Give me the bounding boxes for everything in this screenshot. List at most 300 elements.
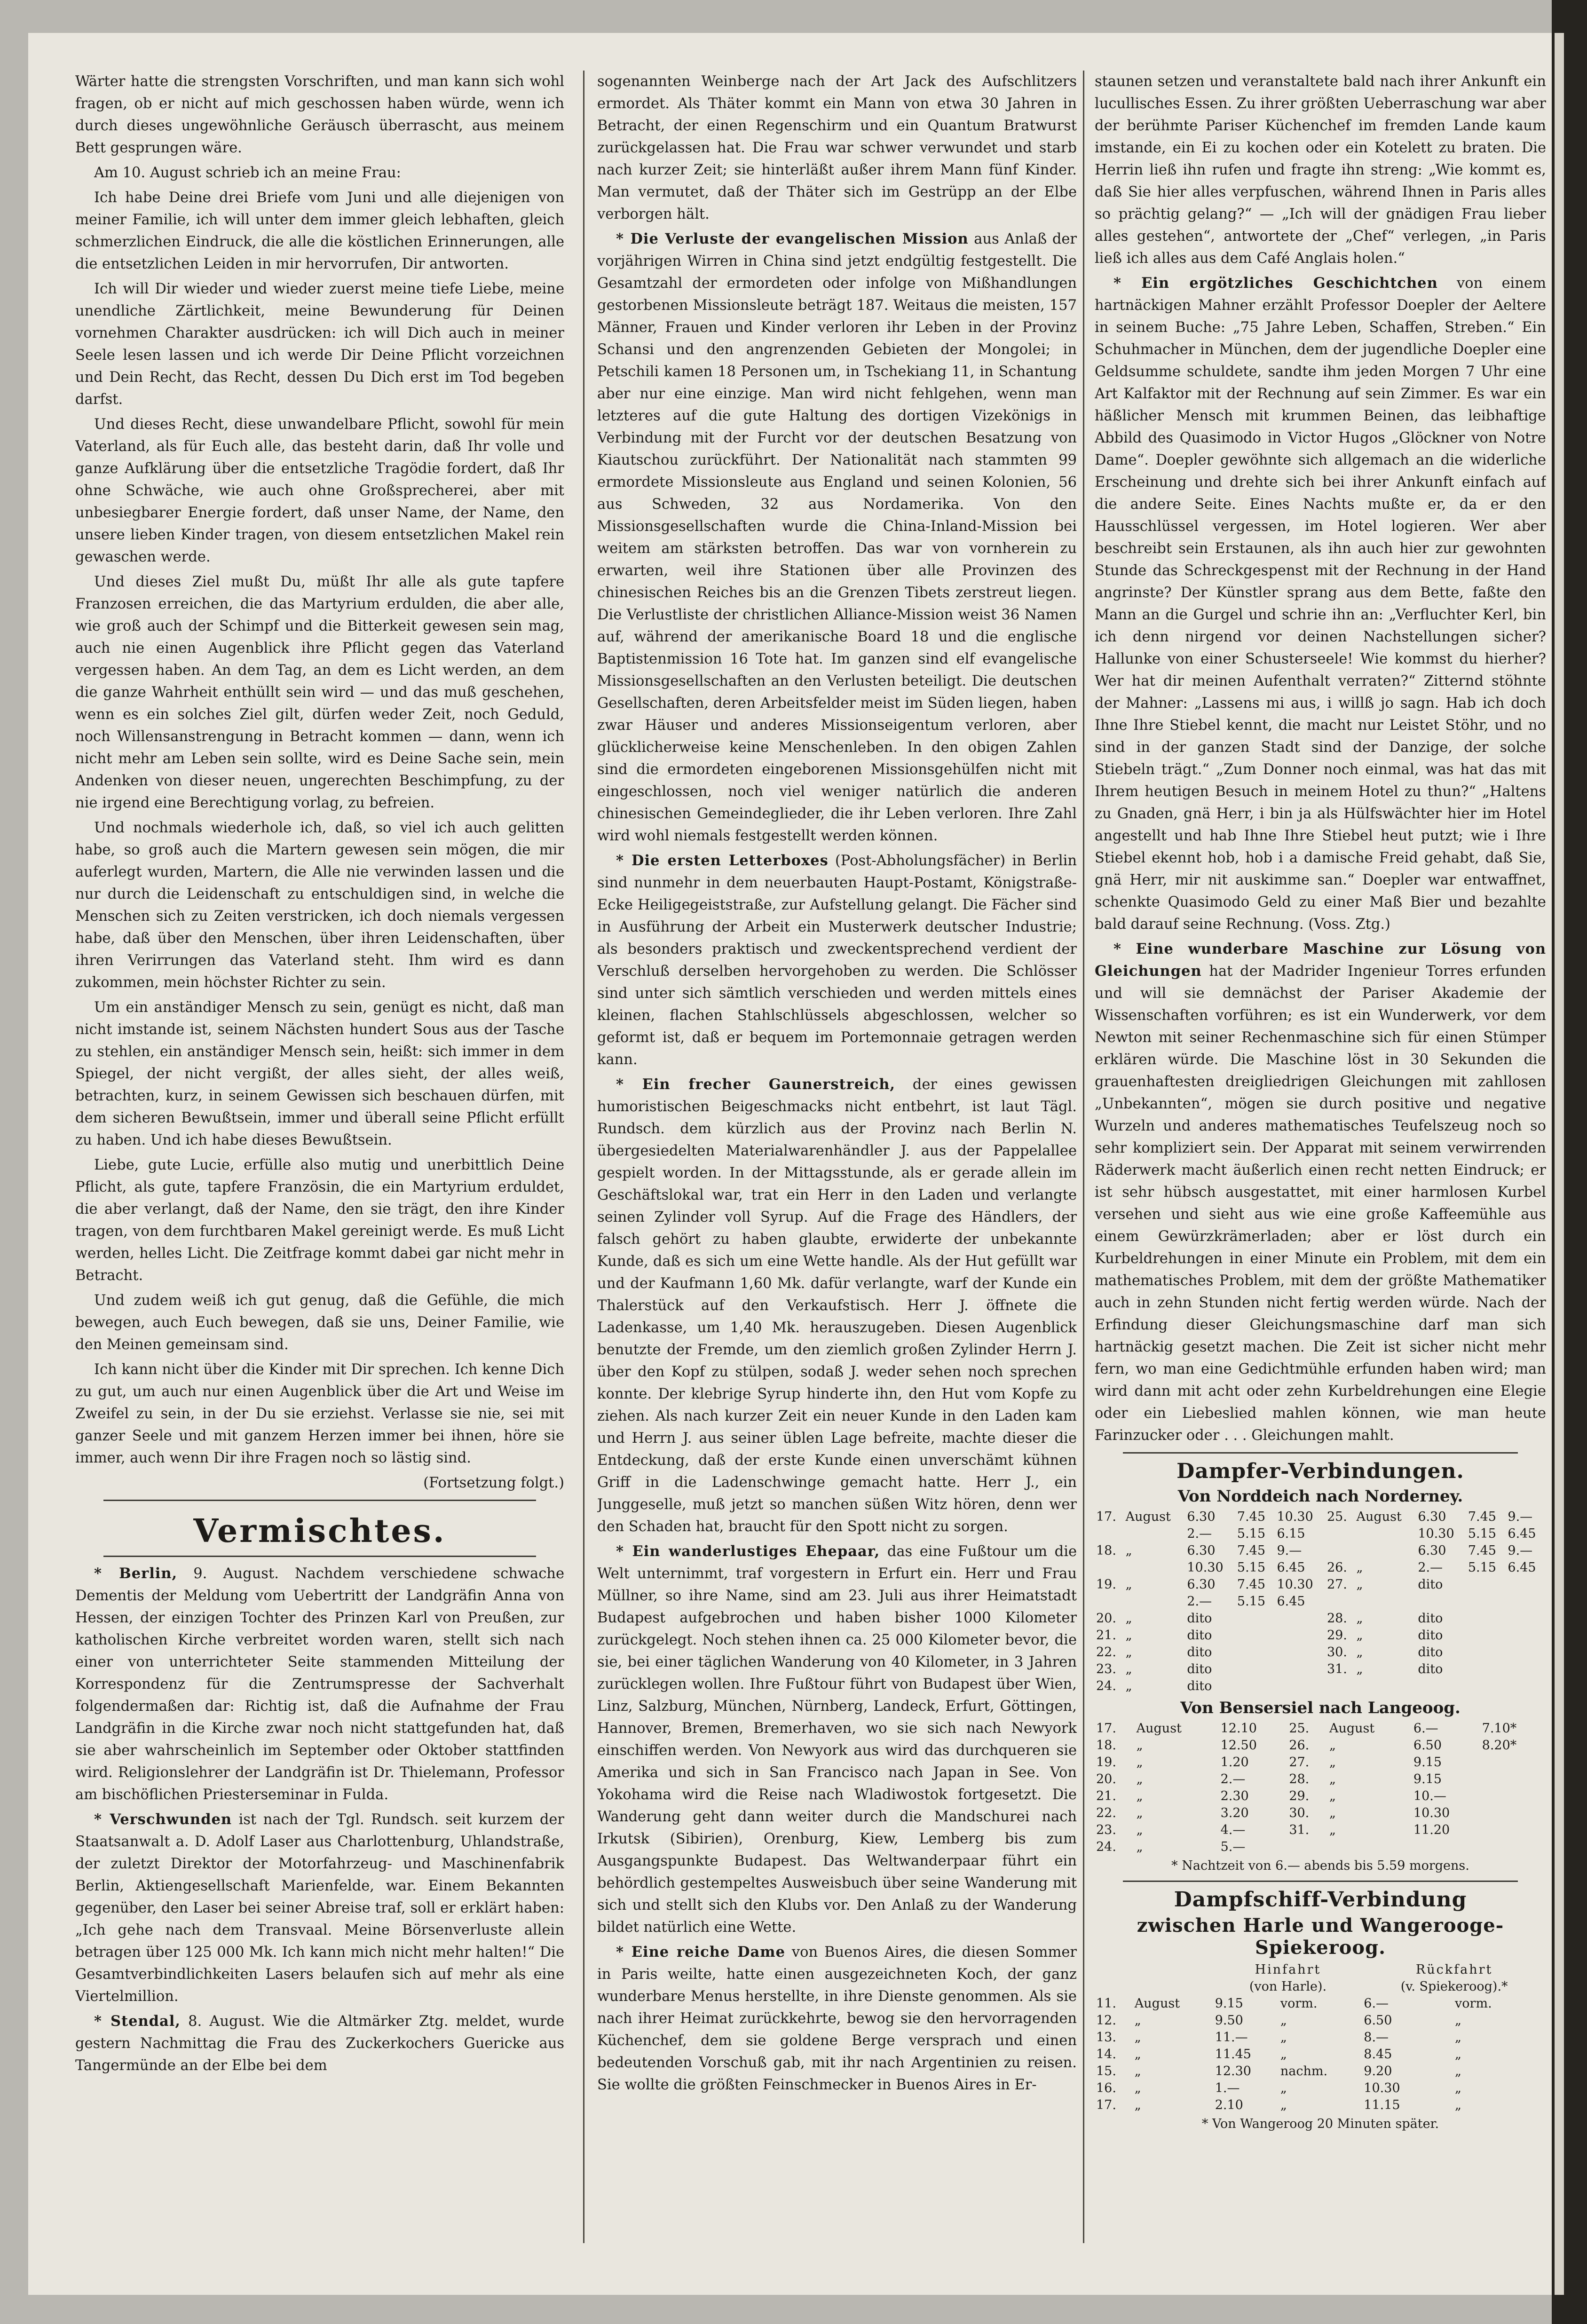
table-cell: „ (1329, 1789, 1336, 1803)
table-cell: „ (1125, 1645, 1132, 1660)
table-cell: „ (1136, 1789, 1143, 1803)
column-3 (1095, 71, 1546, 2139)
table-cell: 8.45 (1364, 2047, 1392, 2062)
news-item (75, 2010, 564, 2077)
table-cell (1506, 1593, 1546, 1610)
timetable-norderney (1095, 1509, 1546, 1695)
table-cell: „ (1125, 1679, 1132, 1693)
table-row (1095, 1661, 1546, 1678)
column-1 (75, 71, 564, 2079)
table-cell: „ (1356, 1577, 1363, 1592)
table-cell (1416, 1678, 1467, 1695)
table-cell: 24. (1096, 1679, 1116, 1693)
table-header-row (1095, 1961, 1546, 1978)
table-cell: 22. (1096, 1645, 1116, 1660)
table-row (1095, 1526, 1546, 1542)
item-heading: * Berlin, (94, 1565, 178, 1582)
table-cell: 2.— (1187, 1594, 1212, 1609)
table-cell: 12.10 (1220, 1721, 1257, 1736)
timetable-langeoog (1095, 1720, 1546, 1856)
table-cell: 7.45 (1468, 1543, 1496, 1558)
table-cell (1355, 1542, 1417, 1559)
column-rule (1083, 71, 1084, 2243)
table-cell: 10.30 (1413, 1806, 1450, 1820)
table-cell (1124, 1559, 1186, 1576)
table-cell: „ (1125, 1662, 1132, 1676)
table-row (1095, 1720, 1546, 1737)
table-cell (1467, 1644, 1507, 1661)
table-cell: nachm. (1280, 2064, 1328, 2079)
table-cell (1355, 1593, 1417, 1610)
table-cell: 20. (1096, 1772, 1116, 1786)
table-cell: 21. (1096, 1789, 1116, 1803)
column-header: Hinfahrt (1255, 1962, 1321, 1977)
table-cell: „ (1134, 2098, 1141, 2112)
table-cell: „ (1280, 2030, 1287, 2045)
table-cell (1095, 1559, 1124, 1576)
table-cell: „ (1455, 2081, 1462, 2095)
table-cell (1275, 1627, 1326, 1644)
table-cell (1287, 1839, 1328, 1856)
table-cell: „ (1280, 2013, 1287, 2028)
table-cell: 11.— (1215, 2030, 1248, 2045)
table-cell: 6.30 (1187, 1543, 1216, 1558)
table-cell: 29. (1326, 1628, 1347, 1643)
table-cell: „ (1136, 1772, 1143, 1786)
table-cell (1481, 1771, 1546, 1788)
table-cell (1506, 1661, 1546, 1678)
table-cell (1236, 1644, 1276, 1661)
table-cell: 2.— (1220, 1772, 1246, 1786)
table-row (1095, 2046, 1546, 2063)
item-heading: * Ein wanderlustiges Ehepaar, (616, 1543, 880, 1560)
table-cell: „ (1125, 1611, 1132, 1626)
table-cell: „ (1136, 1738, 1143, 1753)
table-cell: 15. (1096, 2064, 1116, 2079)
table-cell: 6.30 (1187, 1510, 1216, 1524)
table-cell: 21. (1096, 1628, 1116, 1643)
table-cell: 10.30 (1277, 1510, 1313, 1524)
table-cell: 11.15 (1364, 2098, 1400, 2112)
table-row (1095, 1822, 1546, 1839)
table-cell (1506, 1678, 1546, 1695)
column-2 (597, 71, 1077, 2099)
table-row (1095, 1593, 1546, 1610)
paragraph: Ich habe Deine drei Briefe vom Juni und alle diejenigen von meiner Familie, ich will unter dem immer gleich lebhaften, gleich schmerzlichen Eindruck, die alle die köstlichen Erinnerungen, alle die entsetzlichen Leiden in mir hervorrufen, Dir antworten. (75, 190, 564, 272)
item-text: aus Anlaß der vorjährigen Wirren in China sind jetzt endgültig festgestellt. Die Gesamtzahl der ermordeten oder infolge von Mißhandlungen gestorbenen Missionsleute beträgt 187. Weitaus die meisten, 157 Männer, Frauen und Kinder verloren ihr Leben in der Provinz Schansi und den angrenzenden Gebieten der Mongolei; in Petschili kamen 18 Personen um, in Tschekiang 11, in Schantung aber nur eine einzige. Man wird nicht fehlgehen, wenn man letzteres auf die gute Haltung des dortigen Vizekönigs in Verbindung mit der Furcht vor der deutschen Besatzung von Kiautschou zurückführt. Der Nationalität nach stammten 99 ermordete Missionsleute aus England und seinen Kolonien, 56 aus Schweden, 32 aus Nordamerika. Von den Missionsgesellschaften wurde die China-Inland-Mission bei weitem am stärksten betroffen. Das war von vornherein zu erwarten, weil ihre Stationen über alle Provinzen des chinesischen Reiches bis an die Grenzen Tibets zerstreut liegen. Die Verlustliste der christlichen Alliance-Mission weist 36 Namen auf, während der amerikanische Board 18 und die englische Baptistenmission 16 Tote hat. Im ganzen sind elf evangelische Missionsgesellschaften an den Verlusten beteiligt. Die deutschen Gesellschaften, deren Arbeitsfelder meist im Süden liegen, haben zwar Häuser und anderes Missionseigentum verloren, aber glücklicherweise keine Menschenleben. In den obigen Zahlen sind die ermordeten eingeborenen Missionsgehülfen nicht mit eingeschlossen, noch viel weniger natürlich die anderen chinesischen Gemeindeglieder, die ihr Leben verloren. Ihre Zahl wird wohl niemals festgestellt werden können. (597, 231, 1077, 844)
table-cell (1236, 1678, 1276, 1695)
table-cell: 5.— (1220, 1840, 1246, 1854)
paragraph: Und nochmals wiederhole ich, daß, so viel ich auch gelitten habe, so groß auch die Martern gewesen sein mögen, die mir auferlegt wurden, Martern, die Alle nie verwinden lassen und die nur durch die Leidenschaft zu entschuldigen sind, in welche die Menschen sich zu Zeiten verstricken, ich doch niemals vergessen habe, daß über den Menschen, über ihren Leidenschaften, über ihren Verirrungen das Vaterland steht. Ihm wird es dann zukommen, mein höchster Richter zu sein. (75, 820, 564, 991)
table-cell: 6.30 (1187, 1577, 1216, 1592)
table-cell (1236, 1627, 1276, 1644)
table-cell: „ (1455, 2098, 1462, 2112)
table-row (1095, 1754, 1546, 1771)
item-text: von Buenos Aires, die diesen Sommer in Paris weilte, hatte einen ausgezeichneten Koch, der ganz wunderbare Menus herstellte, in ihre Dienste genommen. Als sie nach ihrer Heimat zurückkehrte, bewog sie den hervorragenden Küchenchef, dem sie goldene Berge versprach und einen bedeutenden Vorschuß gab, mit ihr nach Argentinien zu reisen. Sie wollte die größten Feinschmecker in Buenos Aires in Er- (597, 1944, 1077, 2093)
table-cell (1481, 1839, 1546, 1856)
item-text: sogenannten Weinberge nach der Art Jack des Aufschlitzers ermordet. Als Thäter kommt ein Mann von etwa 30 Jahren in Betracht, der einen Regenschirm und ein Quantum Bratwurst zurückgelassen hat. Die Frau war schwer verwundet und starb nach kurzer Zeit; sie hinterläßt außer ihrem Mann fünf Kinder. Man vermutet, daß der Thäter sich im Gestrüpp an der Elbe verborgen hält. (597, 73, 1077, 222)
table-row (1095, 1839, 1546, 1856)
paragraph: Am 10. August schrieb ich an meine Frau: (94, 165, 401, 181)
table-cell: „ (1329, 1806, 1336, 1820)
table-cell: 2.— (1187, 1526, 1212, 1541)
table-header-row (1095, 1978, 1546, 1995)
table-cell: 5.15 (1237, 1560, 1266, 1575)
table-cell: vorm. (1280, 1996, 1318, 2011)
table-cell (1506, 1627, 1546, 1644)
table-cell (1506, 1610, 1546, 1627)
table-cell: 9.— (1277, 1543, 1302, 1558)
table-cell (1467, 1610, 1507, 1627)
table-cell: 28. (1289, 1772, 1310, 1786)
divider (1123, 1452, 1518, 1454)
item-heading: * Die ersten Letterboxes (616, 852, 829, 869)
table-row (1095, 2029, 1546, 2046)
paragraph: Und dieses Ziel mußt Du, müßt Ihr alle als gute tapfere Franzosen erreichen, die das Martyrium erdulden, die aber alle, wie groß auch der Schimpf und die Bitterkeit gewesen sein mag, auch nie einen Augenblick ihre Pflicht gegen das Vaterland vergessen haben. An dem Tag, an dem es Licht werden, an dem die ganze Wahrheit enthüllt sein wird — und das muß geschehen, wenn es ein solches Ziel gilt, dürfen weder Zeit, noch Geduld, noch Willensanstrengung in Betracht kommen — dann, wenn ich nicht mehr am Leben sein sollte, wird es Deine Sache sein, mein Andenken von dieser neuen, ungerechten Beschimpfung, zu der nie irgend eine Berechtigung vorlag, zu befreien. (75, 574, 564, 811)
table-cell (1467, 1627, 1507, 1644)
table-cell: 18. (1096, 1543, 1116, 1558)
table-cell: „ (1356, 1645, 1363, 1660)
news-item (1095, 71, 1546, 269)
table-cell (1467, 1576, 1507, 1593)
paragraph: Und dieses Recht, diese unwandelbare Pflicht, sowohl für mein Vaterland, als für Euch alle, das besteht darin, daß Ihr volle und ganze Aufklärung über die entsetzliche Tragödie fordert, daß Ihr ohne Schwäche, wie auch ohne Großsprecherei, aber mit unbesiegbarer Energie fordert, daß unser Name, der Name, den unsere lieben Kinder tragen, von diesem entsetzlichen Makel rein gewaschen werde. (75, 416, 564, 565)
table-cell: August (1125, 1510, 1171, 1524)
item-heading: * Eine reiche Dame (616, 1944, 785, 1960)
table-cell: 9.15 (1413, 1772, 1442, 1786)
table-cell (1326, 1593, 1355, 1610)
item-text: 9. August. Nachdem verschiedene schwache Dementis der Meldung vom Uebertritt der Landgräfin Anna von Hessen, der einzigen Tochter des Prinzen Karl von Preußen, zur katholischen Kirche verbreitet worden waren, stellt sich nach einer von unterrichteter Seite stammenden Mitteilung der Korrespondenz für die Zentrumspresse der Sachverhalt folgendermaßen dar: Richtig ist, daß die Aufnahme der Frau Landgräfin in die Kirche zwar noch nicht stattgefunden hat, daß sie aber wahrscheinlich im September oder Oktober stattfinden wird. Religionslehrer der Landgräfin ist Dr. Thielemann, Professor am bischöflichen Priesterseminar in Fulda. (75, 1565, 564, 1803)
table-cell: 19. (1096, 1755, 1116, 1770)
news-item (597, 850, 1077, 1071)
table-cell: „ (1280, 2098, 1287, 2112)
table-cell: dito (1187, 1611, 1212, 1626)
table-cell: „ (1455, 2013, 1462, 2028)
table-cell: „ (1280, 2047, 1287, 2062)
table-row (1095, 1576, 1546, 1593)
news-item (597, 1074, 1077, 1538)
table-row (1095, 1610, 1546, 1627)
table-cell (1355, 1526, 1417, 1542)
table-cell: 22. (1096, 1806, 1116, 1820)
table-cell: 10.30 (1364, 2081, 1400, 2095)
table-cell: „ (1356, 1628, 1363, 1643)
table-row (1095, 1995, 1546, 2012)
table-cell: August (1134, 1996, 1180, 2011)
table-row (1095, 1678, 1546, 1695)
table-cell (1412, 1839, 1481, 1856)
table-cell (1095, 1526, 1124, 1542)
table-cell: 5.15 (1468, 1526, 1496, 1541)
item-text: der eines gewissen humoristischen Beigeschmacks nicht entbehrt, ist laut Tägl. Rundsch. dem kürzlich aus der Provinz nach Berlin N. übergesiedelten Materialwarenhändler J. aus der Pappelallee gespielt worden. In der Mittagsstunde, als er gerade allein im Geschäftslokal war, trat ein Herr in den Laden und verlangte seinen Zylinder voll Syrup. Auf die Frage des Händlers, der falsch gehört zu haben glaubte, erwiderte der unbekannte Kunde, daß es sich um eine Wette handle. Als der Hut gefüllt war und der Kaufmann 1,60 Mk. dafür verlangte, warf der Kunde ein Thalerstück auf den Verkaufstisch. Herr J. öffnete die Ladenkasse, um 1,40 Mk. herauszugeben. Diesen Augenblick benutzte der Fremde, um den ziemlich großen Zylinder Herrn J. über den Kopf zu stülpen, sodaß J. weder sehen noch sprechen konnte. Der klebrige Syrup hinderte ihn, den Hut vom Kopfe zu ziehen. Als nach kurzer Zeit ein neuer Kunde in den Laden kam und Herrn J. aus seiner üblen Lage befreite, machte dieser die Entdeckung, daß der erste Kunde einen unverschämt kühnen Griff in die Ladenschwinge gemacht hatte. Herr J., ein Junggeselle, muß jetzt so manchen süßen Witz hören, denn wer den Schaden hat, braucht für den Spott nicht zu sorgen. (597, 1076, 1077, 1535)
table-cell: 2.— (1418, 1560, 1443, 1575)
item-text: hat der Madrider Ingenieur Torres erfunden und will sie demnächst der Pariser Akademie der Wissenschaften vorführen; es ist ein Wunderwerk, vor dem Newton mit seiner Rechenmaschine sich für einen Stümper erklären würde. Die Maschine löst in 30 Sekunden die grauenhaftesten dreigliedrigen Gleichungen mit zahllosen „Unbekannten“, mögen sie durch positive und negative Wurzeln und anderes mathematisches Teufelszeug noch so sehr kompliziert sein. Der Apparat mit seinem verwirrenden Räderwerk macht äußerlich einen recht netten Eindruck; er ist sehr hübsch ausgestattet, mit einer harmlosen Kurbel versehen und sieht aus wie eine große Kaffeemühle aus einem Gewürzkrämerladen; aber er löst durch ein Kurbeldrehungen in einer Minute ein Problem, mit dem ein mathematisches Problem, mit dem der größte Mathematiker auch in zehn Stunden nicht fertig werden würde. Nach der Erfindung dieser Gleichungsmaschine darf man sich hartnäckig gesetzt machen. Die Zeit ist sicher nicht mehr fern, wo man eine Gedichtmühle erfunden haben wird; man wird dann mit acht oder zehn Kurbeldrehungen eine Elegie oder ein Liebeslied mahlen können, wie man heute Farinzucker oder . . . Gleichungen mahlt. (1095, 963, 1546, 1444)
table-cell: 4.— (1220, 1823, 1246, 1837)
table-cell (1416, 1593, 1467, 1610)
table-cell: „ (1455, 2030, 1462, 2045)
paragraph: Und zudem weiß ich gut genug, daß die Gefühle, die mich bewegen, auch Euch bewegen, daß sie uns, Deiner Familie, wie den Meinen gemeinsam sind. (75, 1292, 564, 1353)
timetable-note: * Nachtzeit von 6.— abends bis 5.59 morgens. (1171, 1858, 1469, 1873)
table-cell: 6.— (1413, 1721, 1438, 1736)
section-title: Vermischtes. (193, 1512, 446, 1550)
item-text: (Post-Abholungsfächer) in Berlin sind nunmehr in dem neuerbauten Haupt-Postamt, Königstraße-Ecke Heiligegeiststraße, zur Aufstellung gelangt. Die Fächer sind in Ausführung der Arbeit ein Musterwerk deutscher Industrie; als besonders praktisch und zweckentsprechend verdient der Verschluß derselben hervorgehoben zu werden. Die Schlösser sind unter sich sämtlich verschieden und werden mittels eines kleinen, flachen Stahlschlüssels abgeschlossen, welcher so geformt ist, daß er bequem im Portemonnaie getragen werden kann. (597, 853, 1077, 1068)
table-cell: 18. (1096, 1738, 1116, 1753)
table-cell (1326, 1526, 1355, 1542)
item-heading: * Ein frecher Gaunerstreich, (616, 1076, 896, 1093)
table-cell: 27. (1326, 1577, 1347, 1592)
paragraph: Liebe, gute Lucie, erfülle also mutig und unerbittlich Deine Pflicht, als gute, tapfere Französin, die ein Martyrium erduldet, die aber verlangt, daß der Name, den sie trägt, den ihre Kinder tragen, von dem furchtbaren Makel gereinigt werde. Es muß Licht werden, helles Licht. Die Zeitfrage kommt dabei gar nicht mehr in Betracht. (75, 1157, 564, 1284)
table-cell: 3.20 (1220, 1806, 1249, 1820)
column-header: (v. Spiekeroog).* (1400, 1979, 1508, 1994)
table-row (1095, 1644, 1546, 1661)
column-rule (583, 71, 584, 2243)
table-cell: 27. (1289, 1755, 1310, 1770)
table-cell: 6.15 (1277, 1526, 1305, 1541)
table-cell: dito (1418, 1577, 1443, 1592)
table-cell: dito (1418, 1611, 1443, 1626)
table-cell: „ (1134, 2047, 1141, 2062)
table-cell: „ (1329, 1823, 1336, 1837)
table-cell: „ (1136, 1755, 1143, 1770)
item-heading: * Ein ergötzliches Geschichtchen (1113, 275, 1438, 292)
table-cell: 6.— (1364, 1996, 1389, 2011)
table-cell: 30. (1289, 1806, 1310, 1820)
item-text: von einem hartnäckigen Mahner erzählt Professor Doepler der Aeltere in seinem Buche: „75 Jahre Leben, Schaffen, Streben.“ Ein Schuhmacher in München, dem der jugendliche Doepler eine Geldsumme schuldete, sandte ihm jeden Morgen 7 Uhr eine Art Kalfaktor mit der Rechnung auf sein Zimmer. Es war ein häßlicher Mensch mit krummen Beinen, das leibhaftige Abbild des Quasimodo in Victor Hugos „Glöckner von Notre Dame“. Doepler gewöhnte sich allgemach an die widerliche Erscheinung und drehte sich bei ihrer Ankunft einfach auf die andere Seite. Eines Nachts mußte er, da er den Hausschlüssel vergessen, im Hotel logieren. Wer aber beschreibt sein Erstaunen, als ihn auch hier zur gewohnten Stunde das Schreckgespenst mit der Rechnung in der Hand angrinste? Der Künstler sprang aus dem Bette, faßte den Mann an die Gurgel und schrie ihn an: „Verfluchter Kerl, bin ich denn nirgend vor deinen Nachstellungen sicher? Hallunke von einer Schusterseele! Wie kommst du hierher? Wer hat dir meinen Aufenthalt verraten?“ Zitternd stöhnte der Mahner: „Lassens mi aus, i willß jo sagn. Hab ich doch Ihne Ihre Stiebel kennt, die macht nur Leistet Stöhr, und no sind in der ganzen Stadt sind der Danzige, der solche Stiebeln trägt.“ „Zum Donner noch einmal, was hat das mit Ihrem heutigen Besuch in meinem Hotel zu thun?“ „Haltens zu Gnaden, gnä Herr, i bin ja als Hülfswächter hier im Hotel angestellt und hab Ihne Ihre Stiebel heut putzt; wie i Ihre Stiebel ekennt hob, hob i a damische Freid gehabt, daß Sie, gnä Herr, mir nit auskimme san.“ Doepler war entwaffnet, schenkte Quasimodo Geld zu einer Maß Bier und bezahlte bald darauf seine Rechnung. (Voss. Ztg.) (1095, 275, 1546, 933)
timetable-title: Dampfer-Verbindungen. (1176, 1459, 1464, 1483)
news-item (597, 1941, 1077, 2096)
table-cell: 17. (1096, 2098, 1116, 2112)
table-cell (1355, 1678, 1417, 1695)
table-cell: 6.45 (1508, 1526, 1536, 1541)
table-row (1095, 1542, 1546, 1559)
table-cell (1481, 1788, 1546, 1805)
item-text: staunen setzen und veranstaltete bald nach ihrer Ankunft ein lucullisches Essen. Zu ihrer größten Ueberraschung war aber der berühmte Pariser Küchenchef im fremden Lande kaum imstande, ein Ei zu kochen oder ein Kotelett zu braten. Die Herrin ließ ihn rufen und fragte ihn streng: „Wie kommt es, daß Sie hier alles verpfuschen, während Ihnen in Paris alles so prächtig gelang?“ — „Ich will der gnädigen Frau lieber alles gestehen“, antwortete der „Chef“ verlegen, „in Paris ließ ich alles aus dem Café Anglais holen.“ (1095, 73, 1546, 267)
news-item (75, 1809, 564, 2008)
table-cell (1328, 1839, 1412, 1856)
table-cell: „ (1329, 1772, 1336, 1786)
table-cell (1326, 1678, 1355, 1695)
table-cell: 6.45 (1277, 1594, 1305, 1609)
table-cell: 10.30 (1418, 1526, 1454, 1541)
divider (1123, 1881, 1518, 1882)
table-cell: „ (1329, 1755, 1336, 1770)
timetable-subtitle: zwischen Harle und Wangerooge-Spiekeroog. (1137, 1914, 1504, 1959)
table-cell: 7.45 (1237, 1510, 1266, 1524)
paragraph: Ich will Dir wieder und wieder zuerst meine tiefe Liebe, meine unendliche Zärtlichkeit, meine Bewunderung für Deinen vornehmen Charakter ausdrücken: ich will Dich auch in meiner Seele lesen lassen und ich werde Dir Deine Pflicht vorzeichnen und Dein Recht, das Recht, dessen Du Dich erst im Tod begeben darfst. (75, 281, 564, 408)
table-cell: 31. (1289, 1823, 1310, 1837)
continuation-note: (Fortsetzung folgt.) (423, 1475, 564, 1491)
table-cell: 8.20* (1482, 1738, 1517, 1753)
table-cell: „ (1356, 1560, 1363, 1575)
table-cell: 7.45 (1237, 1577, 1266, 1592)
table-cell: 29. (1289, 1789, 1310, 1803)
table-cell: dito (1418, 1645, 1443, 1660)
table-cell: 6.45 (1508, 1560, 1536, 1575)
table-row (1095, 2012, 1546, 2029)
table-cell: „ (1125, 1577, 1132, 1592)
table-cell (1481, 1805, 1546, 1822)
table-cell: 23. (1096, 1823, 1116, 1837)
table-cell: 25. (1326, 1510, 1347, 1524)
table-cell: 6.30 (1418, 1543, 1446, 1558)
table-cell: 7.45 (1468, 1510, 1496, 1524)
table-row (1095, 1788, 1546, 1805)
table-cell: „ (1356, 1662, 1363, 1676)
table-cell: 5.15 (1237, 1526, 1266, 1541)
table-cell: 10.— (1413, 1789, 1446, 1803)
table-cell (1481, 1754, 1546, 1771)
column-header: (von Harle). (1249, 1979, 1327, 1994)
table-cell (1467, 1678, 1507, 1695)
table-cell (1506, 1644, 1546, 1661)
table-cell: 10.30 (1277, 1577, 1313, 1592)
table-cell: 19. (1096, 1577, 1116, 1592)
table-row (1095, 2063, 1546, 2080)
table-cell: 7.10* (1482, 1721, 1517, 1736)
table-cell: vorm. (1455, 1996, 1492, 2011)
table-cell: 14. (1096, 2047, 1116, 2062)
table-row (1095, 2080, 1546, 2097)
table-cell: „ (1455, 2047, 1462, 2062)
table-cell: 11.45 (1215, 2047, 1251, 2062)
table-cell: dito (1187, 1645, 1212, 1660)
table-row (1095, 1737, 1546, 1754)
column-header: Rückfahrt (1415, 1962, 1493, 1977)
table-cell (1236, 1661, 1276, 1678)
table-cell: 5.15 (1237, 1594, 1266, 1609)
timetable-note: * Von Wangeroog 20 Minuten später. (1201, 2117, 1439, 2131)
table-cell: 6.30 (1418, 1510, 1446, 1524)
table-cell: „ (1125, 1543, 1132, 1558)
table-cell (1095, 1593, 1124, 1610)
table-cell: 23. (1096, 1662, 1116, 1676)
table-cell: 9.15 (1413, 1755, 1442, 1770)
table-cell: „ (1136, 1840, 1143, 1854)
table-cell: dito (1187, 1679, 1212, 1693)
table-cell: 6.45 (1277, 1560, 1305, 1575)
item-heading: * Stendal, (94, 2013, 181, 2030)
item-heading: * Eine wunderbare Maschine zur Lösung von Gleichungen (1095, 941, 1546, 980)
table-cell: 17. (1096, 1721, 1116, 1736)
news-item (597, 1541, 1077, 1938)
table-cell: 2.30 (1220, 1789, 1249, 1803)
table-cell: 9.— (1508, 1543, 1533, 1558)
paragraph: Um ein anständiger Mensch zu sein, genügt es nicht, daß man nicht imstande ist, seinem Nächsten hundert Sous aus der Tasche zu stehlen, ein anständiger Mensch sein, heißt: sich immer in dem Spiegel, der nicht vergißt, der alles sieht, der alles weiß, betrachten, kurz, in seinem Gewissen sich beschauen dürfen, mit dem sicheren Bewußtsein, immer und überall seine Pflicht erfüllt zu haben. Und ich habe dieses Bewußtsein. (75, 999, 564, 1148)
table-cell: dito (1187, 1662, 1212, 1676)
table-cell (1275, 1661, 1326, 1678)
table-cell (1467, 1661, 1507, 1678)
divider (103, 1556, 536, 1557)
news-item (75, 1563, 564, 1806)
table-cell (1467, 1593, 1507, 1610)
item-heading: * Die Verluste der evangelischen Mission (616, 230, 969, 247)
table-cell: 12. (1096, 2013, 1116, 2028)
item-text: 8. August. Wie die Altmärker Ztg. meldet, wurde gestern Nachmittag die Frau des Zuckerkochers Guericke aus Tangermünde an der Elbe bei dem (75, 2013, 564, 2074)
table-cell: „ (1136, 1806, 1143, 1820)
item-heading: * Verschwunden (94, 1811, 232, 1828)
table-row (1095, 2097, 1546, 2114)
page-edge (1555, 33, 1564, 2295)
table-cell: 26. (1289, 1738, 1310, 1753)
table-cell: 25. (1289, 1721, 1310, 1736)
table-row (1095, 1771, 1546, 1788)
table-cell: 24. (1096, 1840, 1116, 1854)
item-text: ist nach der Tgl. Rundsch. seit kurzem der Staatsanwalt a. D. Adolf Laser aus Charlottenburg, Uhlandstraße, der zuletzt Direktor der Motorfahrzeug- und Maschinenfabrik Berlin, Aktiengesellschaft Marienfelde, war. Einem Bekannten gegenüber, den Laser bei seiner Abreise traf, soll er erklärt haben: „Ich gehe nach dem Transvaal. Meine Börsenverluste allein betragen über 125 000 Mk. Ich kann mich nicht mehr halten!“ Die Gesamtverbindlichkeiten Lasers belaufen sich auf mehr als eine Viertelmillion. (75, 1811, 564, 2005)
news-item (597, 228, 1077, 847)
table-cell: dito (1187, 1628, 1212, 1643)
table-cell (1275, 1678, 1326, 1695)
table-cell: 28. (1326, 1611, 1347, 1626)
table-cell (1275, 1610, 1326, 1627)
news-item (1095, 938, 1546, 1447)
table-cell: „ (1134, 2030, 1141, 2045)
table-cell: 30. (1326, 1645, 1347, 1660)
table-cell: 20. (1096, 1611, 1116, 1626)
table-cell: dito (1418, 1662, 1443, 1676)
timetable-route: Von Bensersiel nach Langeoog. (1180, 1699, 1461, 1717)
paragraph: Ich kann nicht über die Kinder mit Dir sprechen. Ich kenne Dich zu gut, um auch nur einen Augenblick über die Art und Weise im Zweifel zu sein, in der Du sie erziehst. Verlasse sie nie, sei mit ganzer Seele und mit ganzem Herzen immer bei ihnen, höre sie immer, auch wenn Dir ihre Fragen noch so lästig sind. (75, 1361, 564, 1466)
table-cell: 17. (1096, 1510, 1116, 1524)
table-cell: 1.— (1215, 2081, 1240, 2095)
table-cell: 11.20 (1413, 1823, 1450, 1837)
table-cell: 31. (1326, 1662, 1347, 1676)
table-cell: 13. (1096, 2030, 1116, 2045)
table-cell: 16. (1096, 2081, 1116, 2095)
timetable-route: Von Norddeich nach Norderney. (1177, 1487, 1463, 1506)
table-cell: 12.30 (1215, 2064, 1251, 2079)
table-cell: 9.20 (1364, 2064, 1392, 2079)
paragraph: Wärter hatte die strengsten Vorschriften, und man kann sich wohl fragen, ob er nicht auf mich geschossen haben würde, wenn ich durch dieses ungewöhnliche Geräusch überrascht, aus meinem Bett gesprungen wäre. (75, 73, 564, 156)
table-cell: 1.20 (1220, 1755, 1249, 1770)
table-cell: 9.— (1508, 1510, 1533, 1524)
news-item (597, 71, 1077, 225)
table-cell: „ (1329, 1738, 1336, 1753)
table-cell: 2.10 (1215, 2098, 1243, 2112)
table-cell: „ (1134, 2064, 1141, 2079)
news-item (1095, 272, 1546, 935)
table-cell: „ (1125, 1628, 1132, 1643)
table-row (1095, 1509, 1546, 1526)
table-cell: 26. (1326, 1560, 1347, 1575)
timetable-title: Dampfschiff-Verbindung (1174, 1888, 1467, 1912)
table-cell (1275, 1644, 1326, 1661)
item-text: das eine Fußtour um die Welt unternimmt, traf vorgestern in Erfurt ein. Herr und Frau Müllner, so ihre Name, sind am 23. Juli aus ihrer Heimatstadt Budapest aufgebrochen und haben bisher 1000 Kilometer zurückgelegt. Noch stehen ihnen ca. 25 000 Kilometer bevor, die sie, bei einer täglichen Wanderung von 40 Kilometer, in 3 Jahren zurücklegen wollen. Ihre Fußtour führt von Budapest über Wien, Linz, Salzburg, München, Nürnberg, Landeck, Erfurt, Göttingen, Hannover, Bremen, Bremerhaven, wo sie sich nach Newyork einschiffen werden. Von Newyork aus wird das durchqueren sie Amerika und sich in San Francisco nach Japan in See. Von Yokohama wird die Reise nach Wladiwostok fortgesetzt. Die Wanderung geht dann weiter durch die Mandschurei nach Irkutsk (Sibirien), Orenburg, Kiew, Lemberg bis zum Ausgangspunkte Budapest. Das Weltwanderpaar führt ein behördlich gestempeltes Ausweisbuch über seine Wanderung mit sich und stellt sich den Klubs vor. Den Anlaß zu der Wanderung bildet natürlich eine Wette. (597, 1543, 1077, 1936)
table-cell: dito (1418, 1628, 1443, 1643)
table-cell: „ (1455, 2064, 1462, 2079)
table-cell: 6.50 (1413, 1738, 1442, 1753)
table-cell: „ (1136, 1823, 1143, 1837)
table-cell (1124, 1526, 1186, 1542)
table-cell: 8.— (1364, 2030, 1389, 2045)
table-cell: 6.50 (1364, 2013, 1392, 2028)
table-cell (1506, 1576, 1546, 1593)
table-cell: August (1329, 1721, 1375, 1736)
table-cell: 5.15 (1468, 1560, 1496, 1575)
table-cell: 9.15 (1215, 1996, 1243, 2011)
timetable-wangerooge (1095, 1961, 1546, 2114)
table-cell: „ (1356, 1611, 1363, 1626)
table-cell: 9.50 (1215, 2013, 1243, 2028)
table-cell: „ (1134, 2081, 1141, 2095)
table-cell: 12.50 (1220, 1738, 1257, 1753)
table-cell: August (1136, 1721, 1182, 1736)
table-cell: 10.30 (1187, 1560, 1224, 1575)
divider (103, 1500, 536, 1501)
table-cell: „ (1280, 2081, 1287, 2095)
table-cell: 11. (1096, 1996, 1116, 2011)
table-cell (1124, 1593, 1186, 1610)
table-row (1095, 1805, 1546, 1822)
table-row (1095, 1627, 1546, 1644)
